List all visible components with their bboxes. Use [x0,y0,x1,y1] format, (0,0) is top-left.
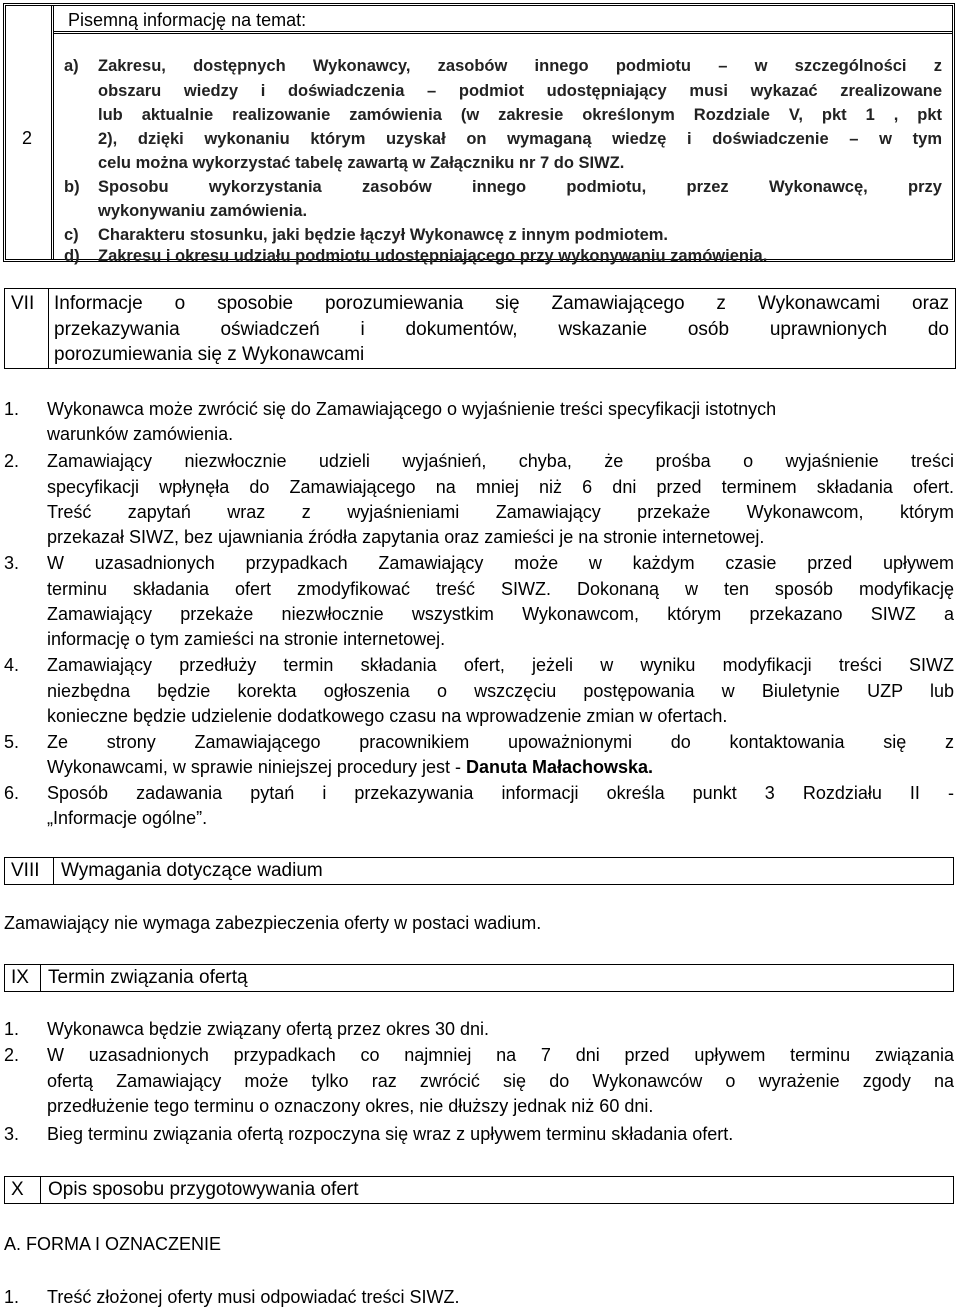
section-number: IX [5,965,41,991]
list-line: przekazał SIWZ, bez ujawniania źródła zapytania oraz zamieści je na stronie internetowej. [47,527,765,547]
section-title-line: Informacje o sposobie porozumiewania się Zamawiającego z Wykonawcami oraz [54,293,949,314]
list-line: Zamawiający niezwłocznie udzieli wyjaśnień, chyba, że prośba o wyjaśnienie treści [47,451,954,471]
item-line: lub aktualnie realizowanie zamówienia (w zakresie określonym Rozdziale V, pkt 1 , pkt [98,106,942,124]
list-line: terminu składania ofert zmodyfikować treść SIWZ. Dokonaną w ten sposób modyfikację [47,579,954,599]
item-line: Zakresu, dostępnych Wykonawcy, zasobów innego podmiotu – w szczególności z [98,57,942,75]
section-number: X [5,1177,41,1203]
list-line: Treść złożonej oferty musi odpowiadać treści SIWZ. [47,1287,460,1307]
contact-person-name: Danuta Małachowska. [465,757,654,777]
list-marker: 3. [4,553,20,573]
table-heading: Pisemną informację na temat: [68,10,307,30]
item-marker: a) [64,57,79,75]
list-line: warunków zamówienia. [47,424,234,444]
list-line: Ze strony Zamawiającego pracownikiem upoważnionymi do kontaktowania się z [47,732,954,752]
list-line: Wykonawca będzie związany ofertą przez okres 30 dni. [47,1019,490,1039]
section-title: Wymagania dotyczące wadium [61,860,323,881]
section-title-line: przekazywania oświadczeń i dokumentów, wskazanie osób uprawnionych do [54,319,949,340]
list-line: Zamawiający przekaże niezwłocznie wszystkim Wykonawcom, którym przekazano SIWZ a [47,604,954,624]
row-number: 2 [22,128,33,148]
list-line: niezbędna będzie korekta ogłoszenia o wszczęciu postępowania w Biuletynie UZP lub [47,681,954,701]
section-number: VII [5,289,49,368]
list-marker: 5. [4,732,20,752]
item-marker: d) [64,247,80,265]
section-x-header [4,1176,954,1204]
item-marker: c) [64,226,79,244]
item-line: celu można wykorzystać tabelę zawartą w Załączniku nr 7 do SIWZ. [98,154,625,172]
list-marker: 6. [4,783,20,803]
list-line: konieczne będzie udzielenie dodatkowego czasu na wprowadzenie zmian w ofertach. [47,706,728,726]
requirements-table [3,3,955,265]
section-title-line: porozumiewania się z Wykonawcami [54,344,365,365]
section-viii-header [4,857,954,885]
table-content-cell [54,6,952,265]
list-line: Sposób zadawania pytań i przekazywania informacji określa punkt 3 Rozdziału II - [47,783,954,803]
subsection-heading: A. FORMA I OZNACZENIE [4,1234,222,1254]
list-marker: 2. [4,1045,20,1065]
list-line: specyfikacji wpłynęła do Zamawiającego na mniej niż 6 dni przed terminem składania ofert. [47,477,954,497]
table-heading-row [54,6,952,34]
list-line: Zamawiający przedłuży termin składania ofert, jeżeli w wyniku modyfikacji treści SIWZ [47,655,954,675]
list-line: W uzasadnionych przypadkach co najmniej na 7 dni przed upływem terminu związania [47,1045,954,1065]
list-line: Treść zapytań wraz z wyjaśnieniami Zamawiający przekaże Wykonawcom, którym [47,502,954,522]
list-line: ofertą Zamawiający może tylko raz zwrócić się do Wykonawców o wyrażenie zgody na [47,1071,954,1091]
item-marker: b) [64,178,80,196]
list-marker: 4. [4,655,20,675]
item-line: 2), dzięki wykonaniu którym uzyskał on wymaganą wiedzę i doświadczenie – w tym [98,130,942,148]
list-line: przedłużenie tego terminu o oznaczony okres, nie dłuższy jednak niż 60 dni. [47,1096,654,1116]
list-line: Wykonawca może zwrócić się do Zamawiającego o wyjaśnienie treści specyfikacji istotnych [47,399,777,419]
list-marker: 1. [4,1287,20,1307]
item-line: Zakresu i okresu udziału podmiotu udostępniającego przy wykonywaniu zamówienia. [98,247,768,265]
item-line: wykonywaniu zamówienia. [98,202,308,220]
list-marker: 2. [4,451,20,471]
section-ix-header [4,964,954,992]
list-marker: 1. [4,1019,20,1039]
list-line: „Informacje ogólne”. [47,808,208,828]
list-line [47,757,653,778]
section-viii-text: Zamawiający nie wymaga zabezpieczenia oferty w postaci wadium. [4,913,542,933]
item-line: Sposobu wykorzystania zasobów innego podmiotu, przez Wykonawcę, przy [98,178,942,196]
list-line: W uzasadnionych przypadkach Zamawiający może w każdym czasie przed upływem [47,553,954,573]
list-line: informację o tym zamieści na stronie internetowej. [47,629,446,649]
list-line: Bieg terminu związania ofertą rozpoczyna się wraz z upływem terminu składania ofert. [47,1124,734,1144]
item-line: obszaru wiedzy i doświadczenia – podmiot udostępniający musi wykazać zrealizowane [98,82,942,100]
section-vii-header [4,288,956,369]
list-line-text: Wykonawcami, w sprawie niniejszej procedury jest - [47,757,466,777]
list-marker: 3. [4,1124,20,1144]
list-marker: 1. [4,399,20,419]
section-title: Termin związania ofertą [48,967,248,988]
item-line: Charakteru stosunku, jaki będzie łączył Wykonawcę z innym podmiotem. [98,226,669,244]
section-number: VIII [5,858,54,884]
section-title: Opis sposobu przygotowywania ofert [48,1179,359,1200]
table-row-number-cell [6,6,54,259]
